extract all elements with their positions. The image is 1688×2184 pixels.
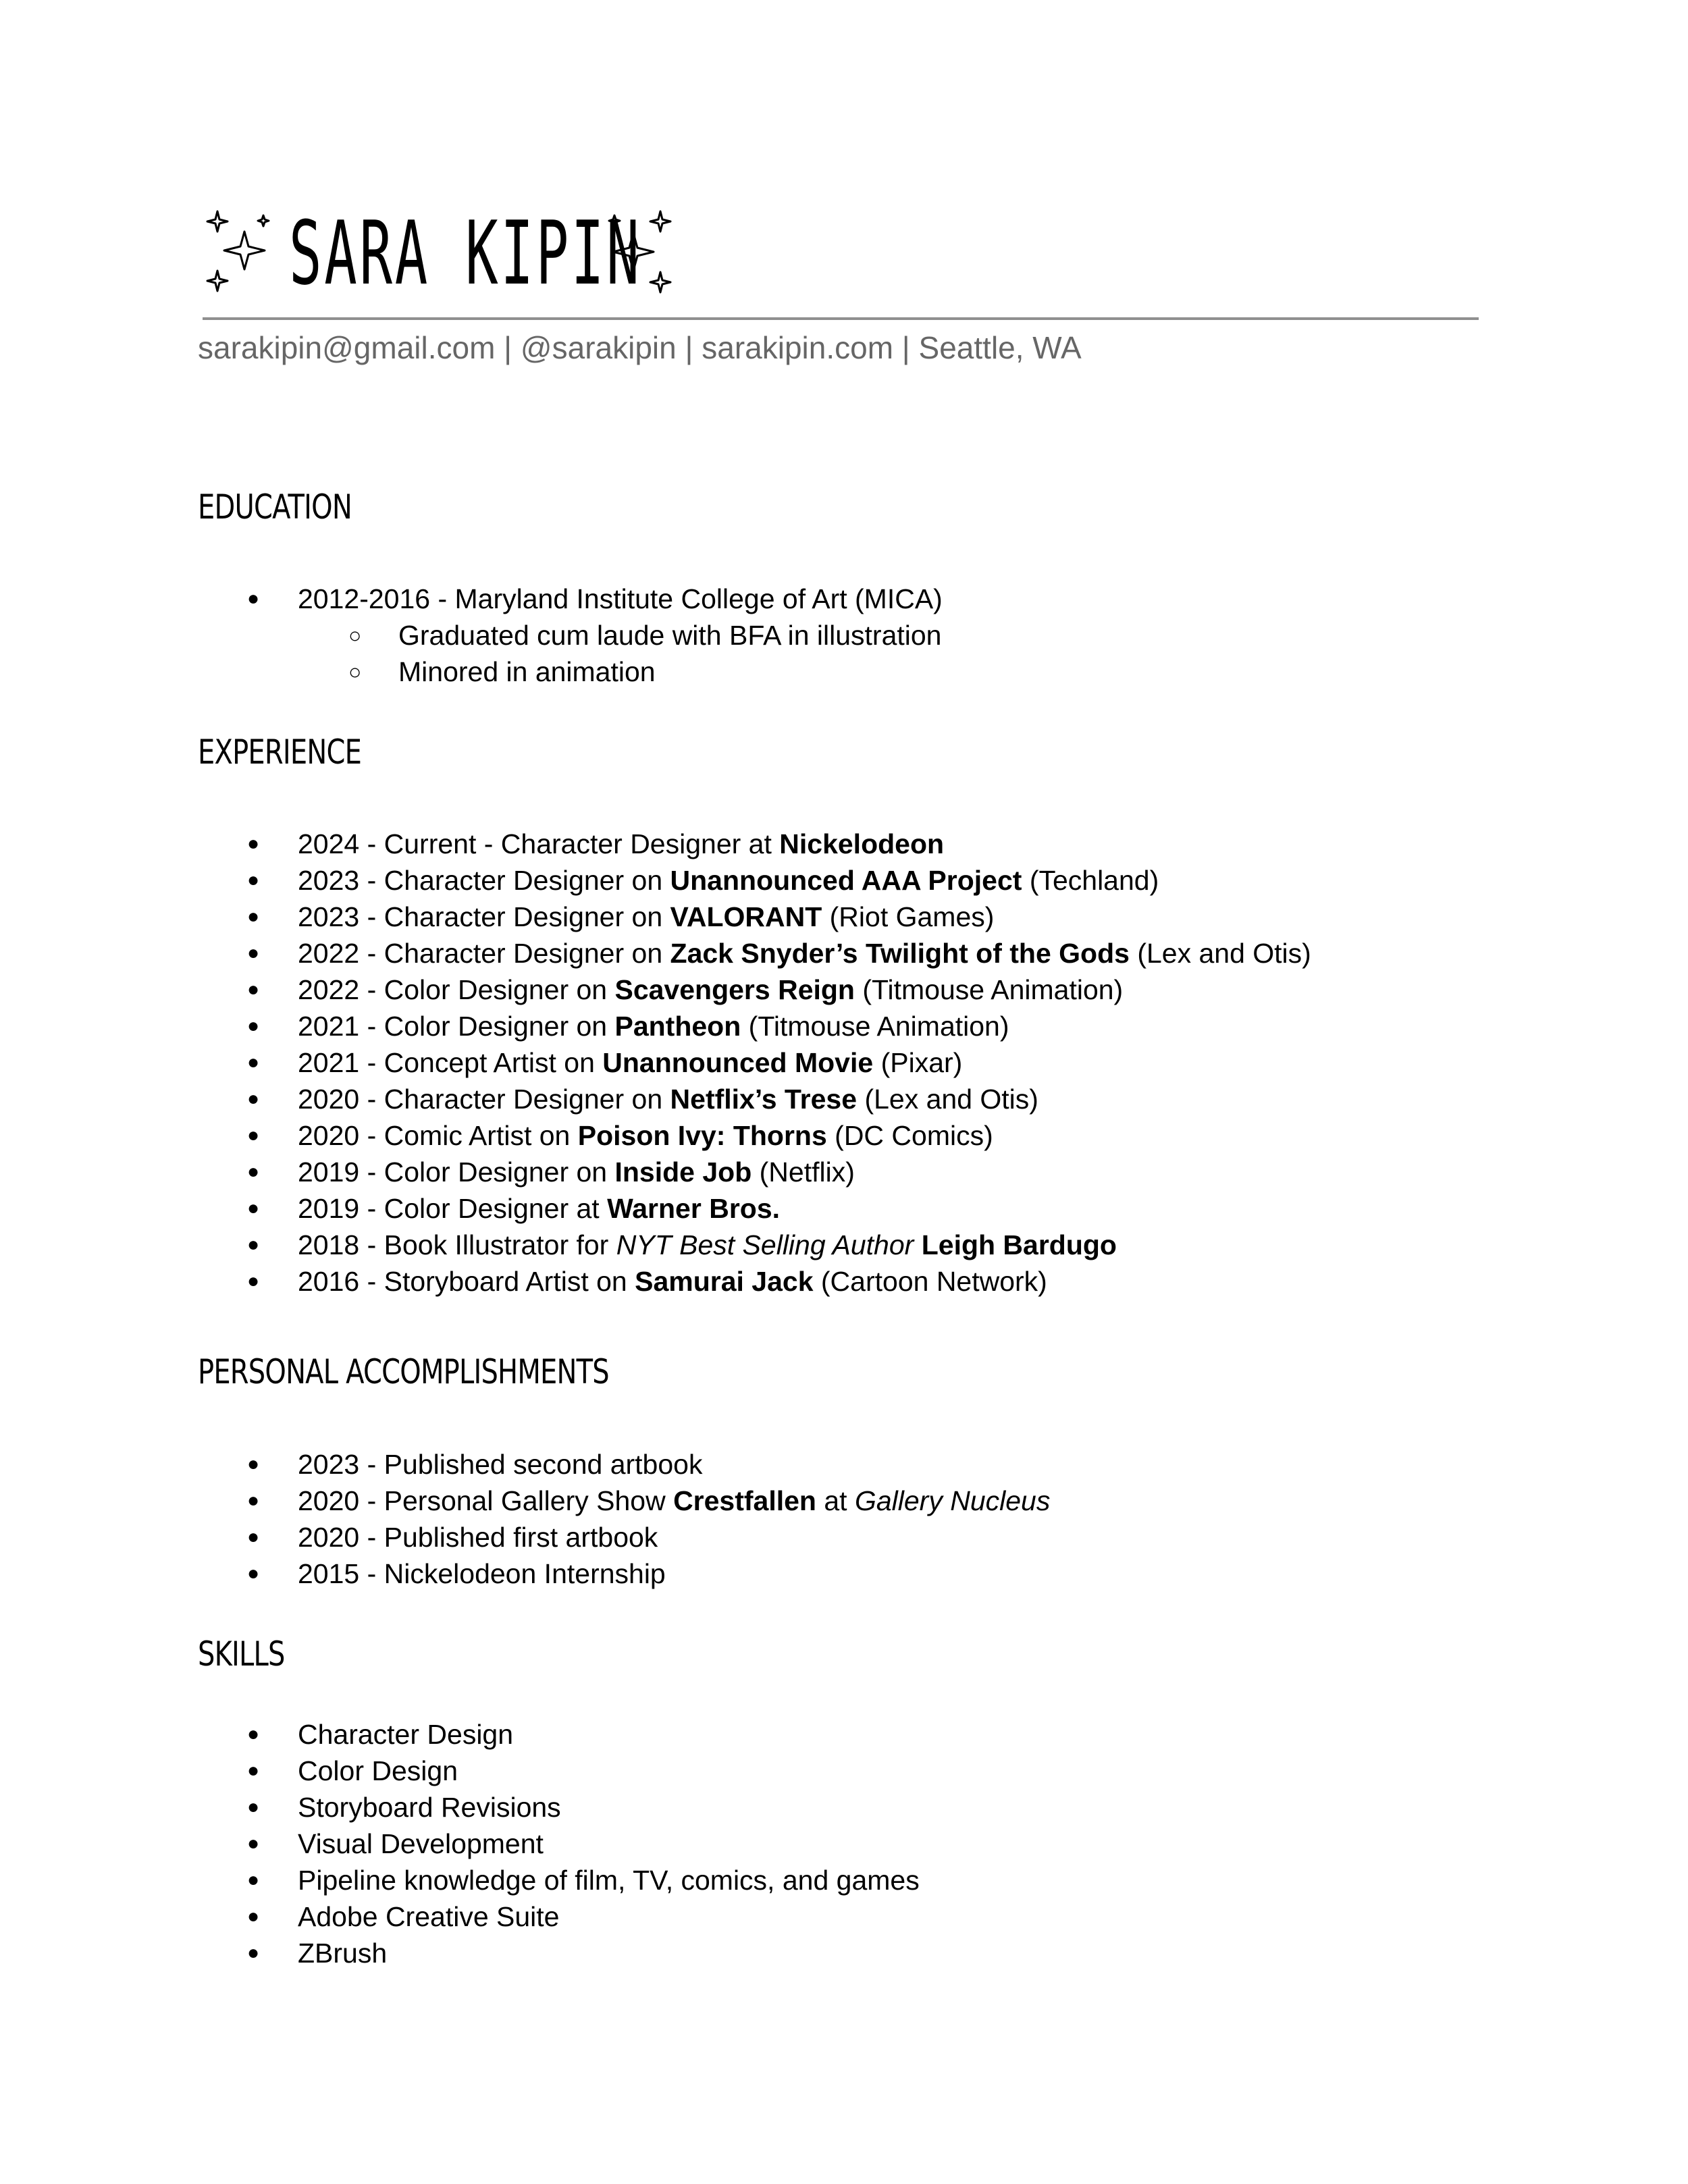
education-heading: EDUCATION (198, 487, 352, 527)
email-link[interactable]: sarakipin@gmail.com (198, 330, 496, 365)
experience-list (0, 826, 1311, 1300)
list-item: ● Visual Development (0, 1826, 920, 1862)
list-item: ● Pipeline knowledge of film, TV, comics, and games (0, 1862, 920, 1898)
accomplishments-heading: PERSONAL ACCOMPLISHMENTS (198, 1352, 609, 1391)
skills-heading: SKILLS (198, 1634, 285, 1674)
list-item: ● 2023 - Published second artbook (0, 1446, 1050, 1483)
list-item: ● 2020 - Character Designer on Netflix’s Trese (Lex and Otis) (0, 1081, 1311, 1117)
list-item: ● 2021 - Color Designer on Pantheon (Titmouse Animation) (0, 1008, 1311, 1044)
education-list (0, 581, 943, 690)
list-item: ● Storyboard Revisions (0, 1789, 920, 1826)
list-item: ● Adobe Creative Suite (0, 1898, 920, 1935)
list-item: ● 2020 - Published first artbook (0, 1519, 1050, 1555)
list-item: ○ Minored in animation (0, 654, 943, 690)
list-item: ● 2015 - Nickelodeon Internship (0, 1555, 1050, 1592)
list-item: ● 2012-2016 - Maryland Institute College of Art (MICA) (0, 581, 943, 617)
list-item: ● 2020 - Personal Gallery Show Crestfallen at Gallery Nucleus (0, 1483, 1050, 1519)
header-divider (203, 317, 1479, 320)
list-item: ● 2019 - Color Designer on Inside Job (Netflix) (0, 1154, 1311, 1190)
list-item: ● Color Design (0, 1753, 920, 1789)
education-sub-list-wrap (0, 617, 943, 690)
skills-list (0, 1716, 920, 1971)
list-item: ● 2022 - Character Designer on Zack Snyder’s Twilight of the Gods (Lex and Otis) (0, 935, 1311, 971)
person-name: SARA KIPIN (289, 202, 642, 304)
experience-heading: EXPERIENCE (198, 733, 362, 772)
list-item: ● Character Design (0, 1716, 920, 1753)
list-item: ● 2024 - Current - Character Designer at Nickelodeon (0, 826, 1311, 862)
contact-line: sarakipin@gmail.com | @sarakipin | sarakipin.com | Seattle, WA (198, 330, 1082, 365)
list-item: ● ZBrush (0, 1935, 920, 1971)
list-item: ● 2016 - Storyboard Artist on Samurai Jack (Cartoon Network) (0, 1263, 1311, 1300)
list-item: ● 2023 - Character Designer on Unannounced AAA Project (Techland) (0, 862, 1311, 899)
location-text: Seattle, WA (918, 330, 1082, 365)
name-header (203, 199, 675, 307)
sparkle-icon (203, 206, 277, 300)
list-item: ● 2018 - Book Illustrator for NYT Best Selling Author Leigh Bardugo (0, 1227, 1311, 1263)
list-item: ● 2020 - Comic Artist on Poison Ivy: Thorns (DC Comics) (0, 1117, 1311, 1154)
list-item: ● 2022 - Color Designer on Scavengers Reign (Titmouse Animation) (0, 971, 1311, 1008)
list-item: ● 2023 - Character Designer on VALORANT (Riot Games) (0, 899, 1311, 935)
list-item: ○ Graduated cum laude with BFA in illustration (0, 617, 943, 654)
list-item: ● 2019 - Color Designer at Warner Bros. (0, 1190, 1311, 1227)
accomplishments-list (0, 1446, 1050, 1592)
website-link[interactable]: sarakipin.com (702, 330, 894, 365)
social-handle[interactable]: @sarakipin (520, 330, 677, 365)
list-item: ● 2021 - Concept Artist on Unannounced Movie (Pixar) (0, 1044, 1311, 1081)
